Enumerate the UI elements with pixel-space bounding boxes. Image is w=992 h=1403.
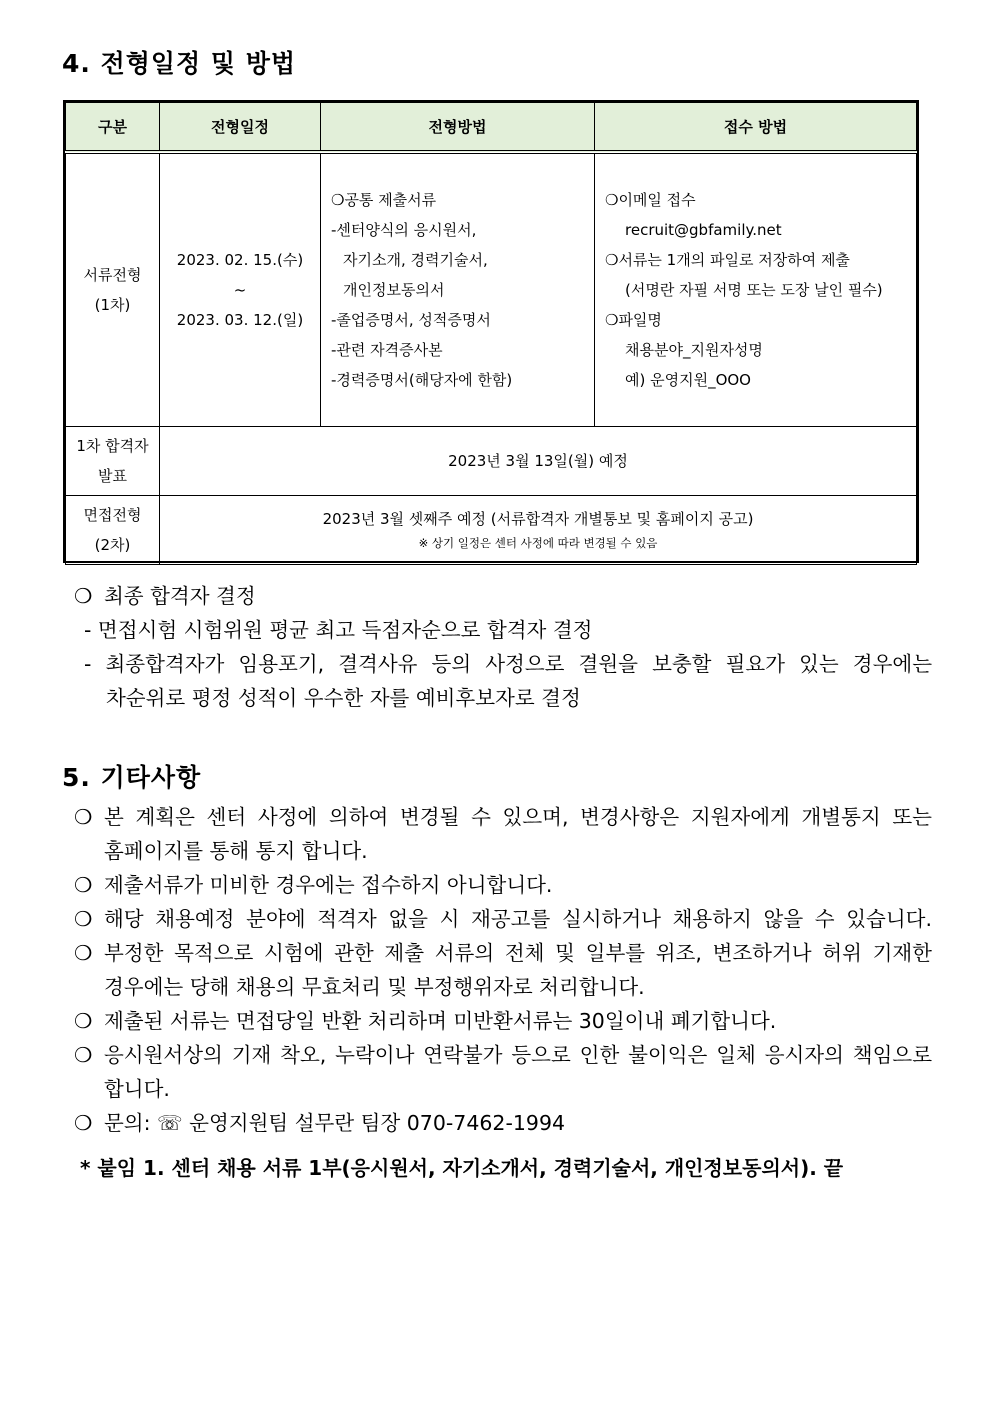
header-method: 전형방법 xyxy=(321,103,595,153)
circle-bullet-icon: ❍ xyxy=(74,873,93,897)
circle-bullet-icon: ❍ xyxy=(74,584,93,608)
circle-bullet-icon: ❍ xyxy=(74,805,93,829)
circle-bullet-icon: ❍ xyxy=(74,941,93,965)
section-4-title: 4. 전형일정 및 방법 xyxy=(62,49,297,78)
table-header-row xyxy=(66,103,917,153)
method-line: -졸업증명서, 성적증명서 xyxy=(331,310,491,329)
reception-line: 예) 운영지원_OOO xyxy=(625,370,751,389)
attachment-note: * 붙임 1. 센터 채용 서류 1부(응시원서, 자기소개서, 경력기술서, 개인정보동의서). 끝 xyxy=(80,1156,844,1180)
list-item: ❍ 응시원서상의 기재 착오, 누락이나 연락불가 등으로 인한 불이익은 일체 응시자의 책임으로 합니다. xyxy=(62,1038,932,1106)
list-item: ❍ 부정한 목적으로 시험에 관한 제출 서류의 전체 및 일부를 위조, 변조하거나 허위 기재한 xyxy=(62,936,932,970)
reception-line: (서명란 자필 서명 또는 도장 날인 필수) xyxy=(625,280,883,299)
stage1-reception xyxy=(595,152,917,426)
list-item: ❍ 제출된 서류는 면접당일 반환 처리하며 미반환서류는 30일이내 폐기합니다. xyxy=(62,1004,932,1038)
final-title-row xyxy=(62,579,932,613)
method-line: 개인정보동의서 xyxy=(343,280,445,299)
final-selection xyxy=(62,579,932,715)
circle-bullet-icon: ❍ xyxy=(74,907,93,931)
circle-bullet-icon: ❍ xyxy=(74,1009,93,1033)
interview-text: 2023년 3월 셋째주 예정 (서류합격자 개별통보 및 홈페이지 공고) xyxy=(322,510,754,528)
date-separator: ~ xyxy=(233,280,247,299)
list-item-contact: ❍ 문의: ☏ 운영지원팀 설무란 팀장 070-7462-1994 xyxy=(62,1106,932,1140)
final-item: - 면접시험 시험위원 평균 최고 득점자순으로 합격자 결정 xyxy=(84,618,593,642)
date-end: 2023. 03. 12.(일) xyxy=(176,310,304,329)
stage1-method xyxy=(321,152,595,426)
header-schedule: 전형일정 xyxy=(160,103,321,153)
circle-bullet-icon: ❍ xyxy=(74,1111,93,1135)
stage1-label: 서류전형 (1차) xyxy=(66,152,160,426)
misc-list xyxy=(62,800,932,1140)
announce-label: 1차 합격자 발표 xyxy=(66,426,160,495)
list-item: ❍ 본 계획은 센터 사정에 의하여 변경될 수 있으며, 변경사항은 지원자에게 개별통지 또는 xyxy=(62,800,932,834)
method-line: -센터양식의 응시원서, xyxy=(331,220,477,239)
table-row-first-announcement xyxy=(66,426,917,495)
header-category: 구분 xyxy=(66,103,160,153)
final-item: - 최종합격자가 임용포기, 결격사유 등의 사정으로 결원을 보충할 필요가 있는 경우에는 xyxy=(84,652,932,676)
reception-line: ❍서류는 1개의 파일로 저장하여 제출 xyxy=(605,250,850,269)
date-start: 2023. 02. 15.(수) xyxy=(176,250,304,269)
reception-email: recruit@gbfamily.net xyxy=(625,220,782,239)
section-5-title: 5. 기타사항 xyxy=(62,763,202,792)
final-title: 최종 합격자 결정 xyxy=(104,584,256,608)
circle-bullet-icon: ❍ xyxy=(74,1043,93,1067)
table-row-interview xyxy=(66,495,917,564)
interview-label: 면접전형 (2차) xyxy=(66,495,160,564)
reception-line: 채용분야_지원자성명 xyxy=(625,340,763,359)
announce-text: 2023년 3월 13일(월) 예정 xyxy=(160,426,917,495)
list-item: ❍ 제출서류가 미비한 경우에는 접수하지 아니합니다. xyxy=(62,868,932,902)
method-line: -경력증명서(해당자에 한함) xyxy=(331,370,513,389)
schedule-table xyxy=(63,100,919,563)
interview-note: ※ 상기 일정은 센터 사정에 따라 변경될 수 있음 xyxy=(418,536,658,550)
list-item: ❍ 해당 채용예정 분야에 적격자 없을 시 재공고를 실시하거나 채용하지 않을 수 있습니다. xyxy=(62,902,932,936)
list-item-continued: 홈페이지를 통해 통지 합니다. xyxy=(104,839,368,863)
method-line: ❍공통 제출서류 xyxy=(331,190,437,209)
header-reception: 접수 방법 xyxy=(595,103,917,153)
method-line: 자기소개, 경력기술서, xyxy=(343,250,488,269)
interview-cell xyxy=(160,495,917,564)
table-row-document-screening xyxy=(66,152,917,426)
reception-line: ❍파일명 xyxy=(605,310,662,329)
stage1-dates xyxy=(160,152,321,426)
method-line: -관련 자격증사본 xyxy=(331,340,443,359)
reception-line: ❍이메일 접수 xyxy=(605,190,696,209)
final-item-continued: 차순위로 평정 성적이 우수한 자를 예비후보자로 결정 xyxy=(106,686,581,710)
list-item-continued: 경우에는 당해 채용의 무효처리 및 부정행위자로 처리합니다. xyxy=(104,975,645,999)
